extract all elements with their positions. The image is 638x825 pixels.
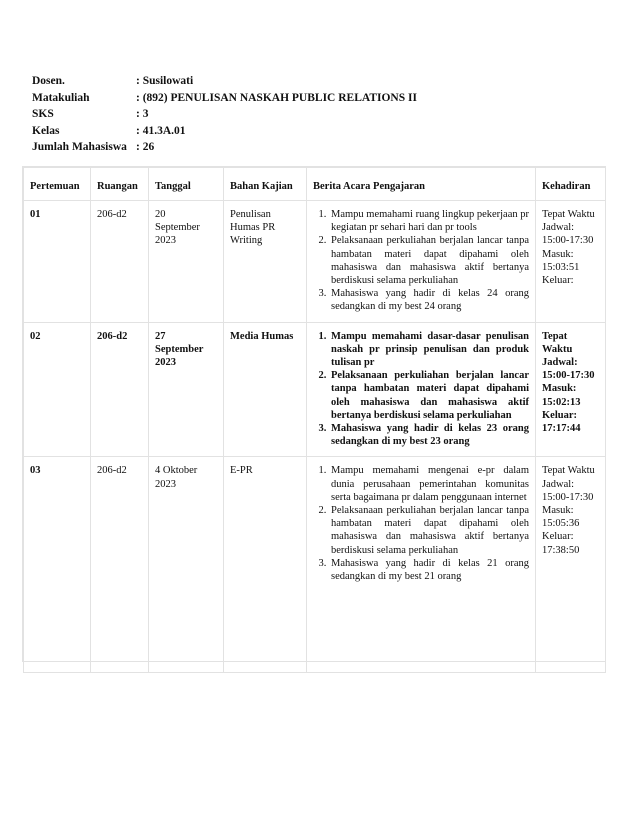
column-header-pertemuan: Pertemuan [24,168,91,201]
cell-ruangan: 206-d2 [91,201,149,323]
berita-item: 1. Mampu memahami ruang lingkup pekerjaan pr kegiatan pr sehari hari dan pr tools [329,208,529,234]
info-value: : Susilowati [136,75,194,87]
info-label: SKS [32,108,54,120]
info-label: Kelas [32,124,60,137]
cell-kehadiran: Tepat Waktu Jadwal: 15:00-17:30 Masuk: 15:03:51 Keluar: [536,201,606,323]
info-value: : 3 [136,108,149,120]
table-header-row [24,168,606,201]
course-info [32,73,417,156]
info-row-kelas [32,123,417,140]
info-row-jumlah-mahasiswa [32,139,417,156]
berita-item: 2. Pelaksanaan perkuliahan berjalan lancar tanpa hambatan materi dapat dipahami oleh mahasiswa dan mahasiswa aktif bertanya berdiskusi selama perkuliahan [329,369,529,422]
info-row-matakuliah [32,90,417,107]
berita-item: 3. Mahasiswa yang hadir di kelas 23 orang sedangkan di my best 23 orang [329,422,529,448]
attendance-table-container [22,166,606,662]
info-value: : 41.3A.01 [136,124,186,137]
berita-list [313,464,529,583]
info-label: Dosen. [32,75,65,87]
cell-pertemuan: 03 [24,457,91,673]
cell-berita-acara [307,201,536,323]
info-value: : (892) PENULISAN NASKAH PUBLIC RELATIONS II [136,91,417,104]
cell-tanggal: 20 September 2023 [149,201,224,323]
info-row-dosen [32,73,417,90]
column-header-tanggal: Tanggal [149,168,224,201]
table-row [24,201,606,323]
berita-item: 1. Mampu memahami dasar-dasar penulisan naskah pr prinsip penulisan dan produk tulisan pr [329,330,529,370]
berita-list [313,330,529,449]
berita-list [313,208,529,314]
cell-kehadiran: Tepat Waktu Jadwal: 15:00-17:30 Masuk: 15:05:36 Keluar: 17:38:50 [536,457,606,673]
info-label: Jumlah Mahasiswa [32,141,127,153]
cell-kehadiran: Tepat Waktu Jadwal: 15:00-17:30 Masuk: 15:02:13 Keluar: 17:17:44 [536,322,606,457]
info-row-sks [32,106,417,123]
berita-item: 3. Mahasiswa yang hadir di kelas 21 orang sedangkan di my best 21 orang [329,557,529,583]
column-header-bahan-kajian: Bahan Kajian [224,168,307,201]
berita-item: 3. Mahasiswa yang hadir di kelas 24 orang sedangkan di my best 24 orang [329,287,529,313]
cell-berita-acara [307,457,536,673]
table-row [24,457,606,673]
attendance-table [23,167,606,673]
column-header-ruangan: Ruangan [91,168,149,201]
cell-bahan-kajian: Penulisan Humas PR Writing [224,201,307,323]
info-label: Matakuliah [32,91,90,104]
cell-tanggal: 4 Oktober 2023 [149,457,224,673]
cell-bahan-kajian: E-PR [224,457,307,673]
column-header-berita-acara: Berita Acara Pengajaran [307,168,536,201]
cell-ruangan: 206-d2 [91,322,149,457]
berita-item: 2. Pelaksanaan perkuliahan berjalan lancar tanpa hambatan materi dapat dipahami oleh mahasiswa dan mahasiswa aktif bertanya berdiskusi selama perkuliahan [329,234,529,287]
cell-bahan-kajian: Media Humas [224,322,307,457]
berita-item: 2. Pelaksanaan perkuliahan berjalan lancar tanpa hambatan materi dapat dipahami oleh mahasiswa dan mahasiswa aktif bertanya berdiskusi selama perkuliahan [329,504,529,557]
cell-ruangan: 206-d2 [91,457,149,673]
cell-pertemuan: 01 [24,201,91,323]
berita-item: 1. Mampu memahami mengenai e-pr dalam dunia perusahaan pemerintahan komunitas serta bagaimana pr dalam penggunaan internet [329,464,529,504]
cell-tanggal: 27 September 2023 [149,322,224,457]
info-value: : 26 [136,141,155,153]
column-header-kehadiran: Kehadiran [536,168,606,201]
cell-pertemuan: 02 [24,322,91,457]
cell-berita-acara [307,322,536,457]
table-row [24,322,606,457]
